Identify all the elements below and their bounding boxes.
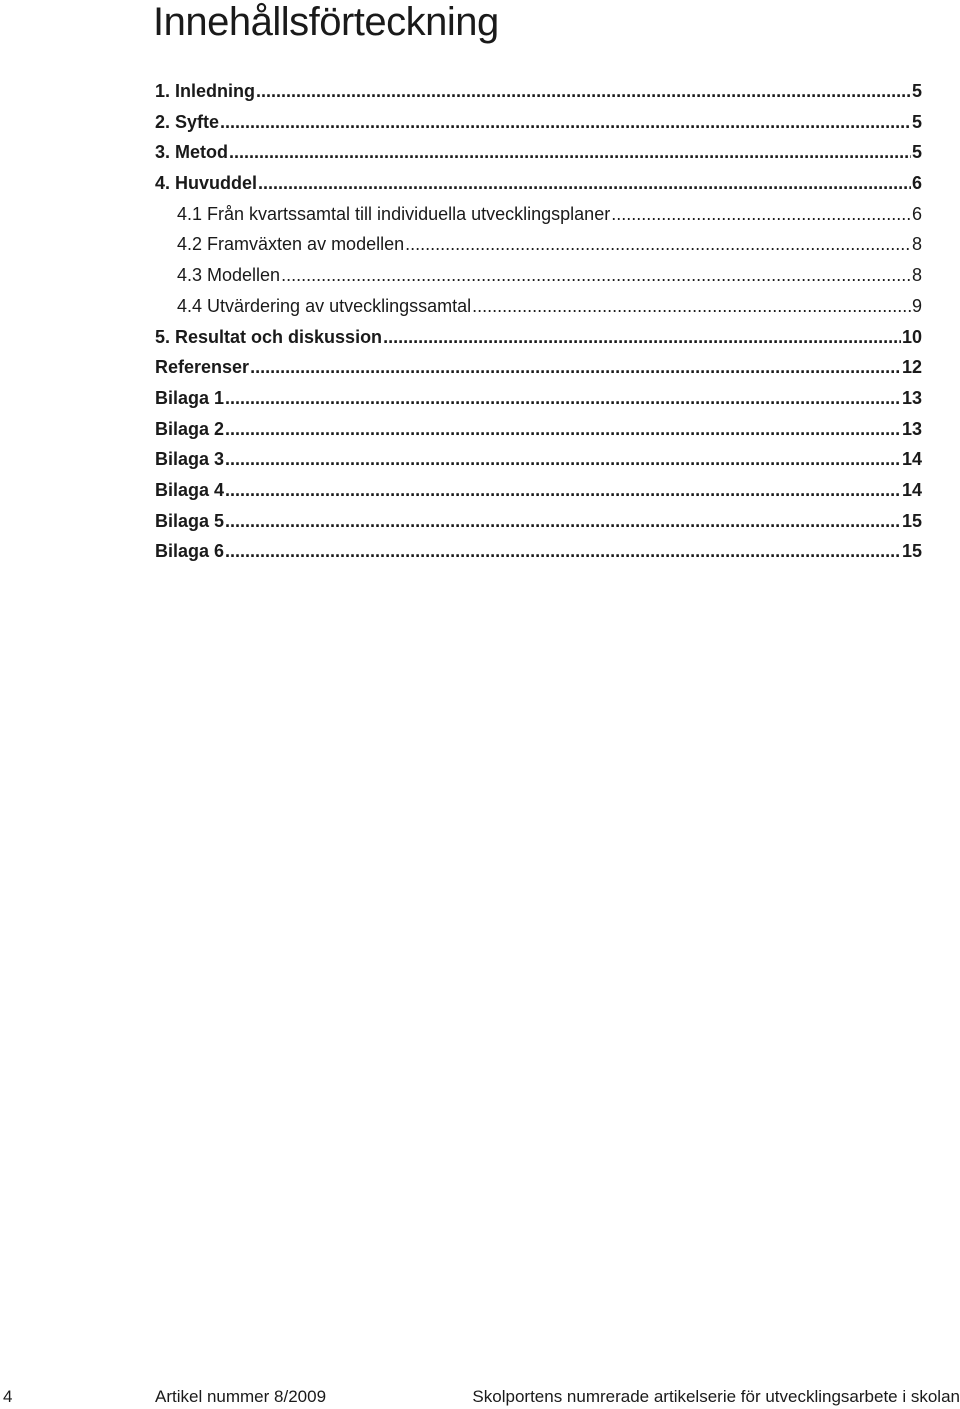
toc-entry-label: Bilaga 2 — [155, 418, 225, 439]
toc-entry[interactable] — [155, 322, 922, 353]
toc-entry-label: Bilaga 6 — [155, 541, 225, 562]
toc-entry-page: 5 — [911, 142, 922, 163]
toc-leader-dots — [225, 475, 901, 506]
footer-article-number: Artikel nummer 8/2009 — [155, 1387, 327, 1406]
toc-entry[interactable] — [155, 536, 922, 567]
toc-entry[interactable] — [155, 107, 922, 138]
toc-entry-label: 2. Syfte — [155, 111, 220, 132]
toc-entry[interactable] — [155, 168, 922, 199]
toc-entry-page: 8 — [911, 234, 922, 255]
toc-leader-dots — [225, 383, 901, 414]
toc-entry-page: 10 — [901, 326, 922, 347]
toc-entry-label: 3. Metod — [155, 142, 229, 163]
toc-entry-page: 12 — [901, 357, 922, 378]
toc-entry[interactable] — [155, 260, 922, 291]
toc-entry[interactable] — [155, 383, 922, 414]
toc-leader-dots — [220, 107, 911, 138]
page-footer — [0, 1385, 960, 1409]
toc-entry-page: 5 — [911, 81, 922, 101]
toc-leader-dots — [256, 76, 911, 107]
toc-entry-page: 14 — [901, 479, 922, 500]
toc-entry[interactable] — [155, 444, 922, 475]
page-title: Innehållsförteckning — [153, 0, 499, 44]
toc-leader-dots — [229, 137, 911, 168]
toc-entry[interactable] — [155, 229, 922, 260]
toc-entry-page: 15 — [901, 510, 922, 531]
toc-leader-dots — [472, 291, 911, 322]
toc-entry-page: 13 — [901, 387, 922, 408]
toc-entry-label: Referenser — [155, 357, 250, 378]
toc-entry-page: 5 — [911, 111, 922, 132]
toc-leader-dots — [383, 322, 901, 353]
toc-entry-label: 4.2 Framväxten av modellen — [177, 234, 405, 255]
toc-entry-page: 15 — [901, 541, 922, 562]
toc-entry-label: 4.3 Modellen — [177, 265, 281, 286]
toc-entry-label: 4. Huvuddel — [155, 173, 258, 194]
toc-entry-page: 13 — [901, 418, 922, 439]
toc-leader-dots — [281, 260, 911, 291]
toc-entry[interactable] — [155, 137, 922, 168]
toc-leader-dots — [225, 536, 901, 567]
toc-entry[interactable] — [155, 414, 922, 445]
toc-leader-dots — [225, 444, 901, 475]
toc-leader-dots — [250, 352, 901, 383]
toc-entry-page: 6 — [911, 173, 922, 194]
toc-entry[interactable] — [155, 475, 922, 506]
toc-entry[interactable] — [155, 506, 922, 537]
toc-entry-page: 8 — [911, 265, 922, 286]
toc-entry[interactable] — [155, 76, 922, 107]
toc-entry-label: Bilaga 1 — [155, 387, 225, 408]
toc-leader-dots — [225, 414, 901, 445]
table-of-contents — [155, 76, 922, 567]
toc-entry-page: 9 — [911, 295, 922, 316]
toc-entry-page: 14 — [901, 449, 922, 470]
toc-entry-label: 5. Resultat och diskussion — [155, 326, 383, 347]
toc-leader-dots — [405, 229, 911, 260]
toc-entry-label: Bilaga 3 — [155, 449, 225, 470]
toc-entry-label: Bilaga 5 — [155, 510, 225, 531]
toc-entry-page: 6 — [911, 203, 922, 224]
toc-entry[interactable] — [155, 291, 922, 322]
footer-page-number: 4 — [3, 1387, 13, 1406]
toc-entry[interactable] — [155, 352, 922, 383]
toc-leader-dots — [225, 506, 901, 537]
toc-leader-dots — [611, 199, 911, 230]
toc-entry-label: 4.1 Från kvartssamtal till individuella utvecklingsplaner — [177, 203, 611, 224]
toc-entry[interactable] — [155, 199, 922, 230]
toc-entry-label: Bilaga 4 — [155, 479, 225, 500]
footer-series-title: Skolportens numrerade artikelserie för utvecklingsarbete i skolan — [472, 1387, 960, 1406]
toc-entry-label: 1. Inledning — [155, 81, 256, 101]
toc-leader-dots — [258, 168, 911, 199]
toc-entry-label: 4.4 Utvärdering av utvecklingssamtal — [177, 295, 472, 316]
